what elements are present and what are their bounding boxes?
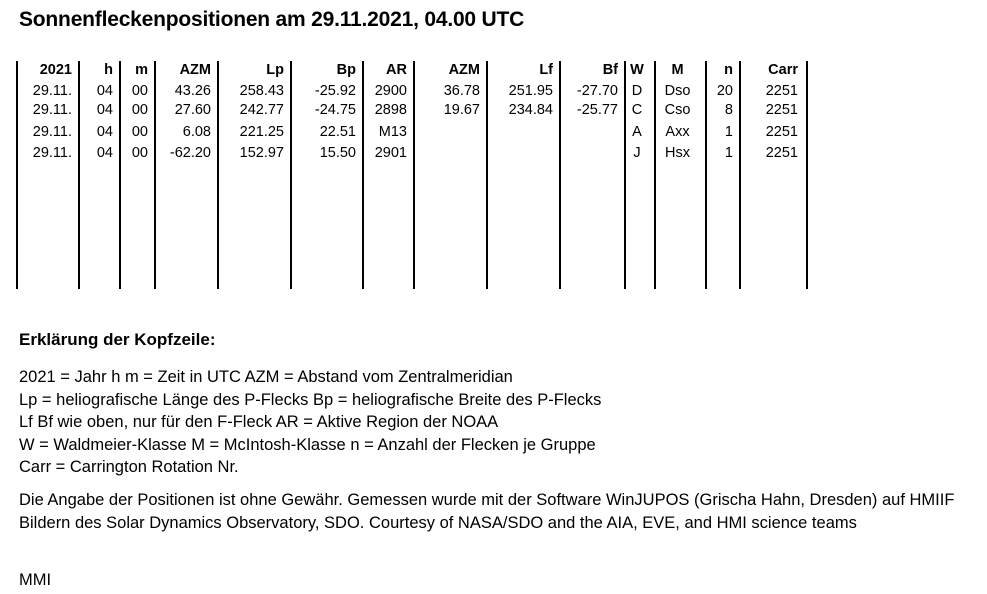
header-lp: Lp <box>266 62 284 78</box>
header-mcintosh: M <box>671 62 684 78</box>
cell-bp: 22.51 <box>319 124 356 140</box>
cell-minute: 00 <box>131 145 148 161</box>
cell-date: 29.11. <box>32 83 72 99</box>
header-count: n <box>724 62 733 78</box>
cell-hour: 04 <box>96 83 113 99</box>
header-lf: Lf <box>539 62 553 78</box>
legend-heading: Erklärung der Kopfzeile: <box>19 330 216 349</box>
cell-ar: 2898 <box>374 102 407 118</box>
cell-count: 1 <box>724 145 733 161</box>
legend-line: Lf Bf wie oben, nur für den F-Fleck AR = Aktive Region der NOAA <box>19 413 499 431</box>
legend-line: 2021 = Jahr h m = Zeit in UTC AZM = Abstand vom Zentralmeridian <box>19 368 513 386</box>
cell-azm-f: 36.78 <box>443 83 480 99</box>
legend-block <box>19 366 601 479</box>
cell-lp: 221.25 <box>239 124 284 140</box>
cell-bf: -25.77 <box>576 102 618 118</box>
cell-azm-p: 43.26 <box>174 83 211 99</box>
cell-hour: 04 <box>96 145 113 161</box>
signature: MMI <box>19 571 52 589</box>
cell-mcintosh: Dso <box>664 83 691 99</box>
cell-hour: 04 <box>96 102 113 118</box>
page-title: Sonnenfleckenpositionen am 29.11.2021, 04.00 UTC <box>19 8 525 31</box>
cell-azm-p: 6.08 <box>182 124 211 140</box>
cell-carrington: 2251 <box>765 83 798 99</box>
cell-ar: 2900 <box>374 83 407 99</box>
header-carrington: Carr <box>768 62 798 78</box>
cell-minute: 00 <box>131 83 148 99</box>
cell-azm-p: -62.20 <box>169 145 211 161</box>
legend-line: Lp = heliografische Länge des P-Flecks Bp = heliografische Breite des P-Flecks <box>19 390 602 409</box>
cell-hour: 04 <box>96 124 113 140</box>
header-hour: h <box>104 62 113 78</box>
cell-lf: 234.84 <box>508 102 553 118</box>
cell-waldmeier: D <box>631 83 643 99</box>
cell-waldmeier: J <box>633 145 641 161</box>
cell-bp: 15.50 <box>319 145 356 161</box>
cell-date: 29.11. <box>32 145 72 161</box>
cell-azm-f: 19.67 <box>443 102 480 118</box>
cell-lp: 242.77 <box>239 102 284 118</box>
cell-ar: 2901 <box>374 145 407 161</box>
header-waldmeier: W <box>630 62 644 78</box>
cell-bp: -25.92 <box>314 83 356 99</box>
cell-waldmeier: A <box>632 124 642 140</box>
column-rule <box>806 61 808 289</box>
cell-carrington: 2251 <box>765 124 798 140</box>
cell-bp: -24.75 <box>314 102 356 118</box>
legend-line: W = Waldmeier-Klasse M = McIntosh-Klasse n = Anzahl der Flecken je Gruppe <box>19 435 596 454</box>
cell-lp: 258.43 <box>239 83 284 99</box>
header-azm-p: AZM <box>179 62 211 78</box>
cell-count: 20 <box>716 83 733 99</box>
header-bp: Bp <box>336 62 356 78</box>
cell-lp: 152.97 <box>239 145 284 161</box>
disclaimer-note: Die Angabe der Positionen ist ohne Gewähr. Gemessen wurde mit der Software WinJUPOS (Grischa Hahn, Dresden) auf HMIIF Bildern des Solar Dynamics Observatory, SDO. Courtesy of NASA/SDO and the AIA, EVE, and HMI science teams <box>19 491 955 532</box>
cell-date: 29.11. <box>32 102 72 118</box>
header-minute: m <box>135 62 148 78</box>
cell-waldmeier: C <box>631 102 643 118</box>
header-date: 2021 <box>39 62 72 78</box>
cell-date: 29.11. <box>32 124 72 140</box>
cell-bf: -27.70 <box>576 83 618 99</box>
header-azm-f: AZM <box>448 62 480 78</box>
cell-azm-p: 27.60 <box>174 102 211 118</box>
cell-minute: 00 <box>131 124 148 140</box>
cell-count: 8 <box>724 102 733 118</box>
cell-ar: M13 <box>378 124 407 140</box>
cell-lf: 251.95 <box>508 83 553 99</box>
cell-carrington: 2251 <box>765 145 798 161</box>
cell-count: 1 <box>724 124 733 140</box>
cell-minute: 00 <box>131 102 148 118</box>
header-ar: AR <box>386 62 407 78</box>
cell-carrington: 2251 <box>765 102 798 118</box>
cell-mcintosh: Axx <box>665 124 690 140</box>
cell-mcintosh: Hsx <box>665 145 690 161</box>
cell-mcintosh: Cso <box>664 102 691 118</box>
header-bf: Bf <box>602 62 618 78</box>
sunspot-table <box>16 61 808 289</box>
legend-line: Carr = Carrington Rotation Nr. <box>19 458 239 476</box>
